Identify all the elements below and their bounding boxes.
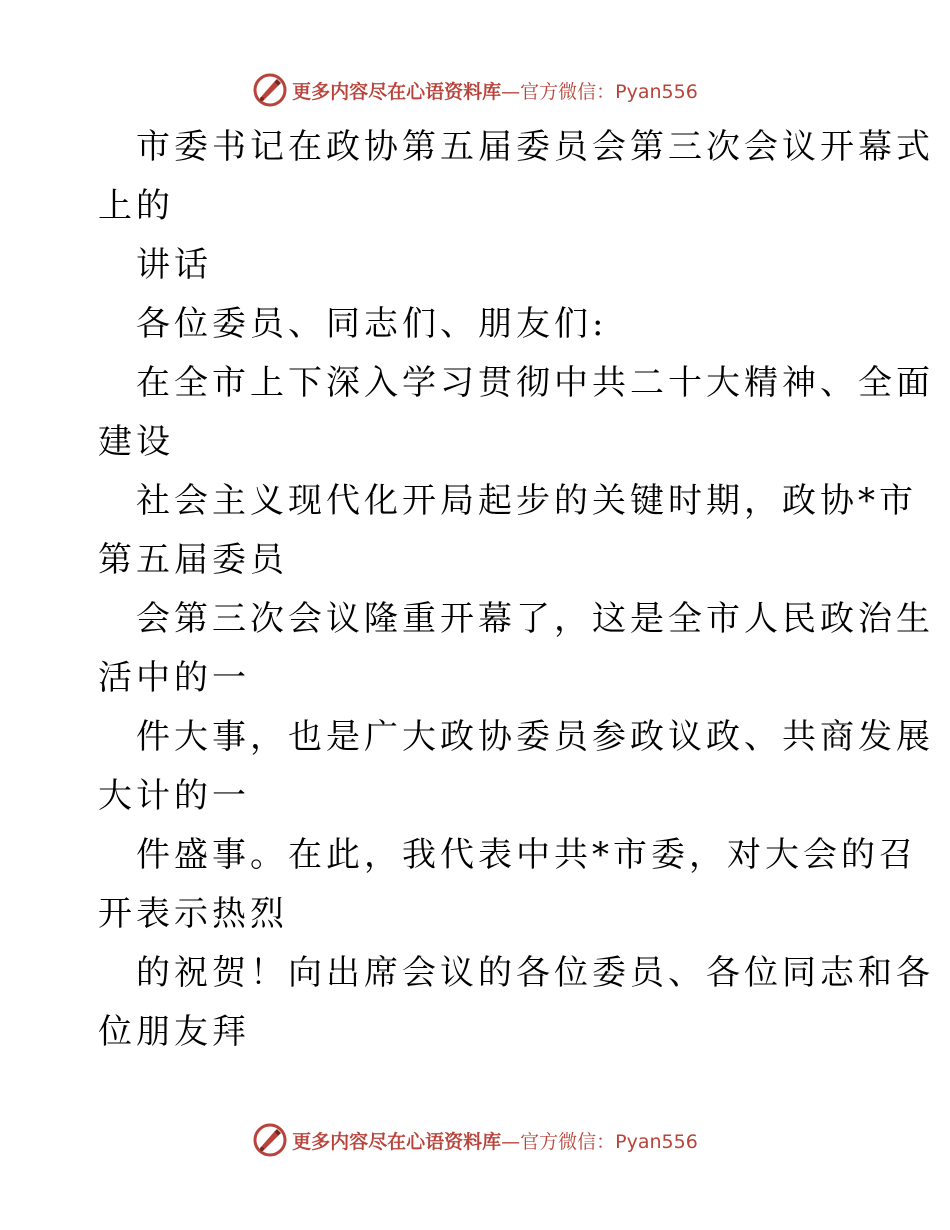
text-line: 市委书记在政协第五届委员会第三次会议开幕式 [136, 127, 934, 167]
footer-watermark-banner [0, 1120, 950, 1160]
document-body [98, 118, 934, 1062]
text-line: 各位委员、同志们、朋友们: [136, 304, 608, 344]
text-line: 在全市上下深入学习贯彻中共二十大精神、全面 [136, 363, 934, 403]
header-watermark-banner [0, 70, 950, 110]
text-line: 上的 [98, 186, 174, 226]
text-line: 位朋友拜 [98, 1012, 250, 1052]
banner-wechat-text: —官方微信：Pyan556 [501, 80, 698, 103]
text-line: 讲话 [136, 245, 212, 285]
pen-logo-icon [252, 72, 288, 108]
text-line: 第五届委员 [98, 540, 288, 580]
banner-main-text: 更多内容尽在心语资料库 [292, 1130, 502, 1153]
text-line: 件盛事。在此，我代表中共*市委，对大会的召 [136, 835, 917, 875]
pen-logo-icon [252, 1122, 288, 1158]
text-line: 大计的一 [98, 776, 250, 816]
banner-wechat-text: —官方微信：Pyan556 [501, 1130, 698, 1153]
text-line: 社会主义现代化开局起步的关键时期，政协*市 [136, 481, 917, 521]
banner-main-text: 更多内容尽在心语资料库 [292, 80, 502, 103]
text-line: 开表示热烈 [98, 894, 288, 934]
text-line: 会第三次会议隆重开幕了，这是全市人民政治生 [136, 599, 934, 639]
text-line: 的祝贺！向出席会议的各位委员、各位同志和各 [136, 953, 934, 993]
text-line: 活中的一 [98, 658, 250, 698]
text-line: 件大事，也是广大政协委员参政议政、共商发展 [136, 717, 934, 757]
text-line: 建设 [98, 422, 174, 462]
